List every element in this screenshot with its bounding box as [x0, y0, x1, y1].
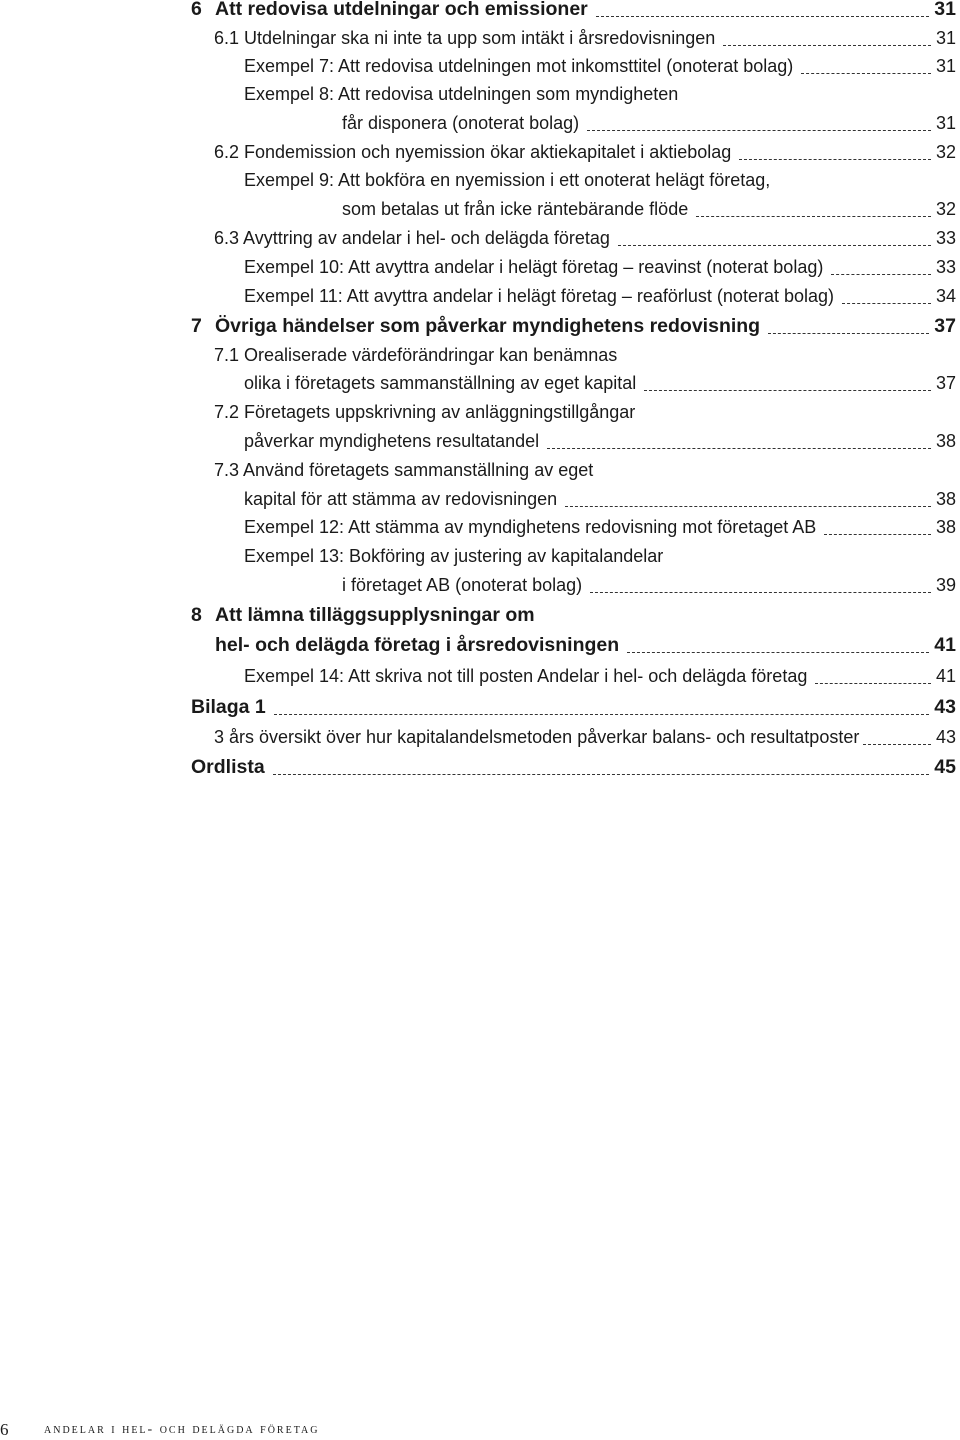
- dot-leader: [618, 244, 931, 246]
- dot-leader: [644, 389, 931, 391]
- toc-example-8-line1[interactable]: [244, 84, 678, 105]
- toc-section-7-1-line1[interactable]: [214, 345, 617, 366]
- chapter-number: 7: [191, 315, 202, 337]
- toc-page-number: 31: [934, 0, 956, 20]
- toc-example-13[interactable]: [342, 575, 956, 596]
- toc-section-6-3[interactable]: [214, 228, 956, 249]
- toc-page-number: 41: [934, 634, 956, 656]
- toc-page-number: 38: [935, 489, 956, 509]
- toc-example-13-line1[interactable]: [244, 546, 663, 567]
- toc-entry-title: 6.3 Avyttring av andelar i hel- och delägda företag: [214, 228, 610, 248]
- toc-chapter-7[interactable]: [191, 315, 956, 338]
- toc-chapter-6[interactable]: [191, 0, 956, 21]
- toc-entry-title: Exempel 10: Att avyttra andelar i helägt företag – reavinst (noterat bolag): [244, 257, 824, 277]
- dot-leader: [596, 15, 930, 17]
- toc-entry-title: i företaget AB (onoterat bolag): [342, 575, 583, 595]
- chapter-number: 8: [191, 604, 202, 626]
- toc-entry-title: 7.1 Orealiserade värdeförändringar kan benämnas: [214, 345, 618, 365]
- toc-entry-title: Exempel 7: Att redovisa utdelningen mot inkomsttitel (onoterat bolag): [244, 56, 794, 76]
- toc-example-8[interactable]: [342, 113, 956, 134]
- toc-section-7-2[interactable]: [244, 431, 956, 452]
- toc-example-7[interactable]: [244, 56, 956, 77]
- toc-entry-title: kapital för att stämma av redovisningen: [244, 489, 558, 509]
- chapter-number: 6: [191, 0, 202, 20]
- dot-leader: [565, 505, 931, 507]
- toc-entry-title: Exempel 14: Att skriva not till posten Andelar i hel- och delägda företag: [244, 666, 808, 686]
- toc-section-7-3[interactable]: [244, 489, 956, 510]
- toc-entry-title: får disponera (onoterat bolag): [342, 113, 580, 133]
- toc-page-number: 31: [935, 56, 956, 76]
- toc-glossary[interactable]: [191, 756, 956, 779]
- toc-section-7-3-line1[interactable]: [214, 460, 593, 481]
- toc-entry-title: Exempel 13: Bokföring av justering av kapitalandelar: [244, 546, 664, 566]
- toc-page-number: 38: [935, 431, 956, 451]
- toc-example-9-line1[interactable]: [244, 170, 770, 191]
- toc-entry-title: 6.2 Fondemission och nyemission ökar aktiekapitalet i aktiebolag: [214, 142, 732, 162]
- toc-entry-title: hel- och delägda företag i årsredovisningen: [215, 634, 620, 656]
- dot-leader: [274, 713, 930, 715]
- toc-page-number: 31: [935, 113, 956, 133]
- toc-entry-title: Exempel 12: Att stämma av myndighetens redovisning mot företaget AB: [244, 517, 817, 537]
- dot-leader: [815, 682, 931, 684]
- toc-page-number: 32: [935, 142, 956, 162]
- dot-leader: [768, 332, 929, 334]
- toc-entry-title: som betalas ut från icke räntebärande flöde: [342, 199, 689, 219]
- toc-example-10[interactable]: [244, 257, 956, 278]
- toc-entry-title: Bilaga 1: [191, 696, 266, 718]
- toc-section-6-2[interactable]: [214, 142, 956, 163]
- toc-example-12[interactable]: [244, 517, 956, 538]
- dot-leader: [739, 158, 931, 160]
- toc-page-number: 38: [935, 517, 956, 537]
- toc-appendix-1-subentry[interactable]: [214, 727, 956, 748]
- dot-leader: [587, 129, 931, 131]
- toc-page-number: 33: [935, 257, 956, 277]
- toc-page-number: 32: [935, 199, 956, 219]
- toc-page-number: 31: [935, 28, 956, 48]
- toc-section-7-1[interactable]: [244, 373, 956, 394]
- dot-leader: [831, 273, 931, 275]
- toc-entry-title: 3 års översikt över hur kapitalandelsmetoden påverkar balans- och resultatposter: [214, 727, 860, 747]
- toc-page-number: 45: [934, 756, 956, 778]
- toc-example-9[interactable]: [342, 199, 956, 220]
- toc-entry-title: Att lämna tilläggsupplysningar om: [215, 604, 535, 626]
- toc-section-6-1[interactable]: [214, 28, 956, 49]
- toc-entry-title: påverkar myndighetens resultatandel: [244, 431, 540, 451]
- dot-leader: [696, 215, 931, 217]
- toc-page-number: 37: [935, 373, 956, 393]
- dot-leader: [547, 447, 931, 449]
- toc-page-number: 34: [935, 286, 956, 306]
- toc-entry-title: 7.2 Företagets uppskrivning av anläggningstillgångar: [214, 402, 636, 422]
- toc-page-number: 37: [934, 315, 956, 337]
- toc-entry-title: Exempel 9: Att bokföra en nyemission i ett onoterat helägt företag,: [244, 170, 771, 190]
- toc-entry-title: Exempel 8: Att redovisa utdelningen som myndigheten: [244, 84, 679, 104]
- toc-entry-title: 6.1 Utdelningar ska ni inte ta upp som intäkt i årsredovisningen: [214, 28, 716, 48]
- toc-example-11[interactable]: [244, 286, 956, 307]
- dot-leader: [723, 44, 931, 46]
- page-footer: [0, 1420, 960, 1440]
- toc-page-number: 33: [935, 228, 956, 248]
- toc-page-number: 43: [934, 696, 956, 718]
- dot-leader: [590, 591, 931, 593]
- toc-entry-title: 7.3 Använd företagets sammanställning av eget: [214, 460, 594, 480]
- dot-leader: [627, 651, 929, 653]
- toc-chapter-8-line1[interactable]: [191, 604, 535, 627]
- dot-leader: [273, 773, 930, 775]
- toc-entry-title: olika i företagets sammanställning av eget kapital: [244, 373, 637, 393]
- toc-page-number: 39: [935, 575, 956, 595]
- dot-leader: [824, 533, 931, 535]
- toc-entry-title: Att redovisa utdelningar och emissioner: [215, 0, 588, 20]
- footer-page-number: 6: [0, 1420, 9, 1439]
- toc-page-number: 43: [935, 727, 956, 747]
- toc-entry-title: Exempel 11: Att avyttra andelar i helägt företag – reaförlust (noterat bolag): [244, 286, 835, 306]
- toc-chapter-8[interactable]: [215, 634, 956, 657]
- footer-running-title: andelar i hel- och delägda företag: [44, 1422, 320, 1437]
- toc-entry-title: Ordlista: [191, 756, 265, 778]
- toc-page-number: 41: [935, 666, 956, 686]
- toc-example-14[interactable]: [244, 666, 956, 687]
- dot-leader: [801, 72, 931, 74]
- toc-appendix-1[interactable]: [191, 696, 956, 719]
- toc-entry-title: Övriga händelser som påverkar myndighetens redovisning: [215, 315, 761, 337]
- toc-section-7-2-line1[interactable]: [214, 402, 635, 423]
- dot-leader: [863, 743, 931, 745]
- dot-leader: [842, 302, 931, 304]
